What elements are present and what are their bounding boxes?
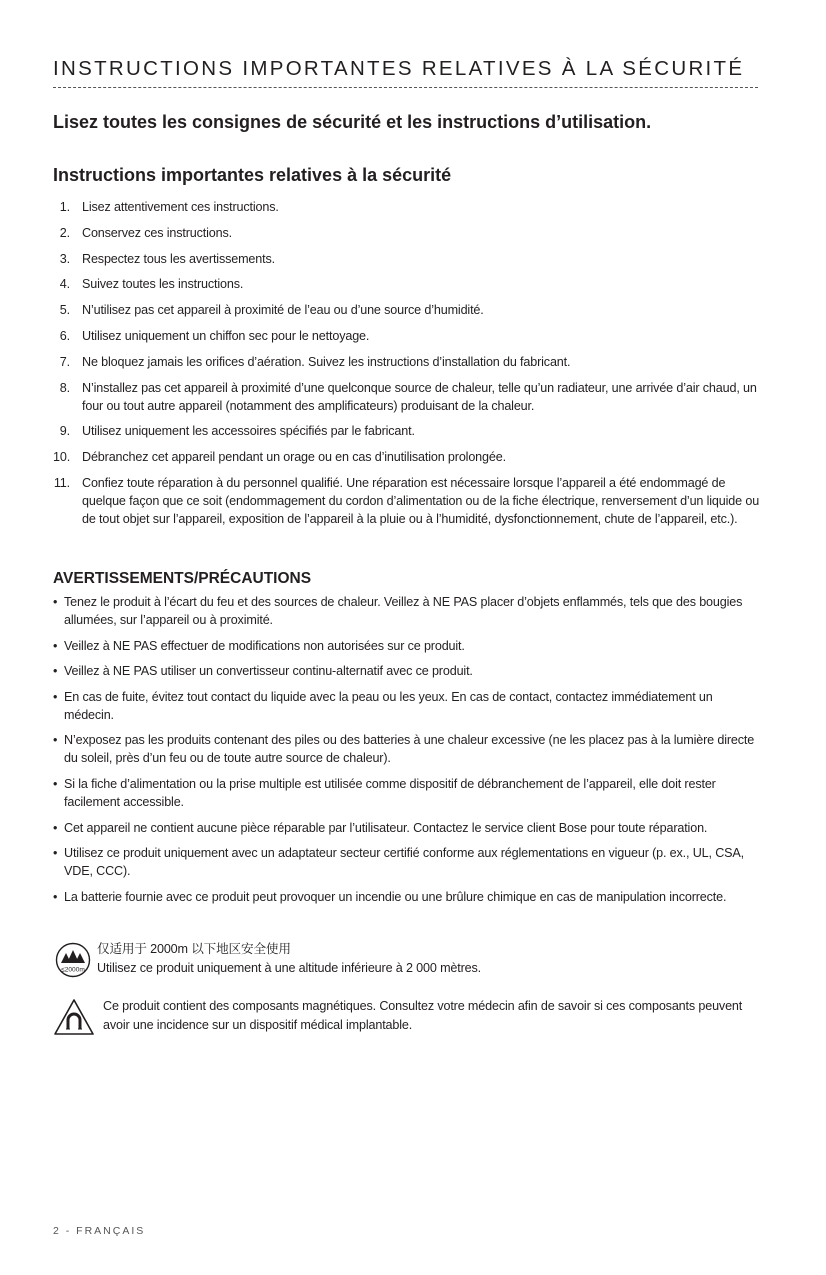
list-item: 6. Utilisez uniquement un chiffon sec pour le nettoyage.	[59, 328, 370, 343]
magnet-warning-icon	[53, 998, 95, 1036]
list-item: 11. Confiez toute réparation à du personnel qualifié. Une réparation est nécessaire lorsque l’appareil a été endommagé de quelque façon que ce soit (endommagement du cordon d’alimentation ou de la fiche électrique, renversement d’un liquide ou de tout objet sur l’appareil, exposition de l’appareil à la pluie ou à l’humidité, dysfonctionnement, chute de l’appareil, etc.).	[53, 475, 760, 526]
list-item: • Veillez à NE PAS effectuer de modifications non autorisées sur ce produit.	[53, 638, 465, 653]
list-item: 5. N’utilisez pas cet appareil à proximité de l’eau ou d’une source d’humidité.	[59, 303, 484, 318]
list-item: 10. Débranchez cet appareil pendant un orage ou en cas d’inutilisation prolongée.	[53, 450, 506, 465]
altitude-text-cn: 仅适用于 2000m 以下地区安全使用	[97, 942, 291, 956]
safety-instructions-list	[53, 198, 763, 536]
warnings-list	[53, 593, 763, 913]
list-item: 8. N’installez pas cet appareil à proximité d’une quelconque source de chaleur, telle qu’un radiateur, une arrivée d’air chaud, un four ou tout autre appareil (notamment des amplificateurs) produisant de la chaleur.	[59, 380, 757, 413]
list-item: 2. Conservez ces instructions.	[59, 225, 232, 240]
intro-text: Lisez toutes les consignes de sécurité et les instructions d’utilisation.	[53, 112, 652, 132]
list-item: 4. Suivez toutes les instructions.	[59, 277, 244, 292]
list-item: • En cas de fuite, évitez tout contact du liquide avec la peau ou les yeux. En cas de contact, contactez immédiatement un médecin.	[53, 689, 713, 722]
page-footer: 2 - FRANÇAIS	[53, 1225, 146, 1237]
altitude-text-fr: Utilisez ce produit uniquement à une altitude inférieure à 2 000 mètres.	[97, 961, 482, 975]
list-item: • Tenez le produit à l’écart du feu et des sources de chaleur. Veillez à NE PAS placer d’objets enflammés, tels que des bougies allumées, sur l’appareil ou à proximité.	[53, 595, 743, 627]
altitude-2000m-icon	[53, 942, 93, 978]
list-item: 9. Utilisez uniquement les accessoires spécifiés par le fabricant.	[59, 424, 415, 439]
list-item: • N’exposez pas les produits contenant des piles ou des batteries à une chaleur excessive (ne les placez pas à la lumière directe du soleil, près d’un feu ou de toute autre source de chaleur).	[53, 733, 755, 766]
list-item: 3. Respectez tous les avertissements.	[59, 251, 275, 266]
magnet-text: Ce produit contient des composants magnétiques. Consultez votre médecin afin de savoir si ces composants peuvent avoir une incidence sur un dispositif médical implantable.	[103, 999, 743, 1032]
magnet-notice	[53, 997, 763, 1036]
altitude-notice	[53, 940, 763, 978]
list-item: 7. Ne bloquez jamais les orifices d’aération. Suivez les instructions d’installation du fabricant.	[59, 354, 571, 369]
page-title: INSTRUCTIONS IMPORTANTES RELATIVES À LA SÉCURITÉ	[53, 57, 758, 88]
safety-heading: Instructions importantes relatives à la sécurité	[53, 165, 452, 185]
warnings-heading: AVERTISSEMENTS/PRÉCAUTIONS	[53, 570, 312, 587]
list-item: 1. Lisez attentivement ces instructions.	[59, 200, 279, 214]
svg-text:≤2000m: ≤2000m	[61, 966, 85, 974]
list-item: • Veillez à NE PAS utiliser un convertisseur continu-alternatif avec ce produit.	[53, 664, 473, 679]
list-item: • Cet appareil ne contient aucune pièce réparable par l’utilisateur. Contactez le service client Bose pour toute réparation.	[53, 820, 708, 835]
list-item: • La batterie fournie avec ce produit peut provoquer un incendie ou une brûlure chimique en cas de manipulation incorrecte.	[53, 889, 727, 904]
list-item: • Utilisez ce produit uniquement avec un adaptateur secteur certifié conforme aux réglementations en vigueur (p. ex., UL, CSA, VDE, CCC).	[53, 846, 745, 879]
list-item: • Si la fiche d’alimentation ou la prise multiple est utilisée comme dispositif de débranchement de l’appareil, elle doit rester facilement accessible.	[53, 776, 716, 809]
